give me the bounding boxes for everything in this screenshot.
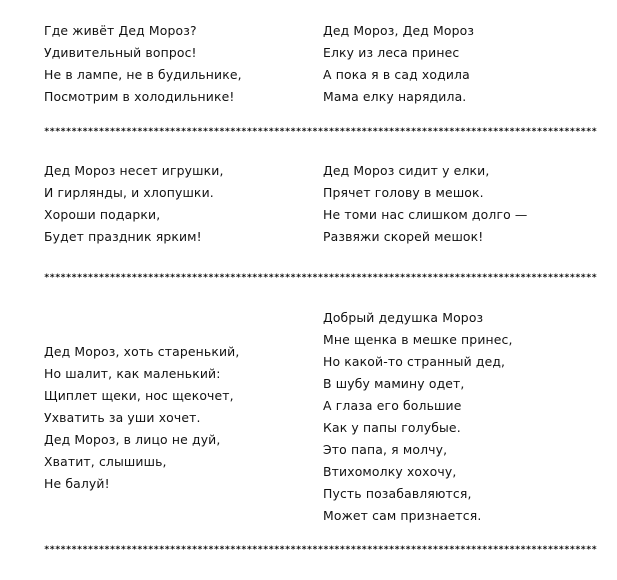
- poem-ded-moroz-bag: [323, 160, 527, 248]
- poem-line: Где живёт Дед Мороз?: [44, 23, 197, 38]
- separator-line: *****************************************************************************************************: [44, 127, 597, 137]
- poem-line: Развяжи скорей мешок!: [323, 229, 484, 244]
- poem-line: Как у папы голубые.: [323, 420, 461, 435]
- separator-line: *****************************************************************************************************: [44, 545, 597, 555]
- poem-line: Щиплет щеки, нос щекочет,: [44, 388, 234, 403]
- poem-ded-moroz-tree: [323, 20, 474, 108]
- poem-line: Добрый дедушка Мороз: [323, 310, 484, 325]
- poem-line: Может сам признается.: [323, 508, 482, 523]
- poem-line: Будет праздник ярким!: [44, 229, 202, 244]
- poem-line: Дед Мороз, хоть старенький,: [44, 344, 240, 359]
- poem-line: Но какой-то странный дед,: [323, 354, 506, 369]
- poem-line: А глаза его большие: [323, 398, 462, 413]
- poem-line: Не балуй!: [44, 476, 110, 491]
- poem-line: Дед Мороз, в лицо не дуй,: [44, 432, 221, 447]
- poem-line: В шубу мамину одет,: [323, 376, 465, 391]
- poem-line: А пока я в сад ходила: [323, 67, 470, 82]
- poem-ded-moroz-old: [44, 341, 239, 495]
- poem-line: Хороши подарки,: [44, 207, 161, 222]
- poem-line: Прячет голову в мешок.: [323, 185, 484, 200]
- poem-where-lives-ded-moroz: [44, 20, 242, 108]
- poem-line: Ухватить за уши хочет.: [44, 410, 201, 425]
- poem-line: Хватит, слышишь,: [44, 454, 167, 469]
- poem-line: Не в лампе, не в будильнике,: [44, 67, 242, 82]
- poem-kind-grandpa-frost: [323, 307, 513, 527]
- poem-line: Удивительный вопрос!: [44, 45, 197, 60]
- poem-line: Дед Мороз несет игрушки,: [44, 163, 224, 178]
- poem-line: Это папа, я молчу,: [323, 442, 448, 457]
- poem-line: Мама елку нарядила.: [323, 89, 467, 104]
- poem-line: Дед Мороз сидит у елки,: [323, 163, 490, 178]
- poem-line: Пусть позабавляются,: [323, 486, 472, 501]
- poem-line: Мне щенка в мешке принес,: [323, 332, 513, 347]
- poem-ded-moroz-toys: [44, 160, 224, 248]
- separator-line: *****************************************************************************************************: [44, 273, 597, 283]
- poem-line: Но шалит, как маленький:: [44, 366, 221, 381]
- poem-line: Елку из леса принес: [323, 45, 460, 60]
- poem-line: Посмотрим в холодильнике!: [44, 89, 235, 104]
- poem-line: И гирлянды, и хлопушки.: [44, 185, 214, 200]
- poem-line: Не томи нас слишком долго —: [323, 207, 528, 222]
- poem-line: Втихомолку хохочу,: [323, 464, 457, 479]
- poem-line: Дед Мороз, Дед Мороз: [323, 23, 475, 38]
